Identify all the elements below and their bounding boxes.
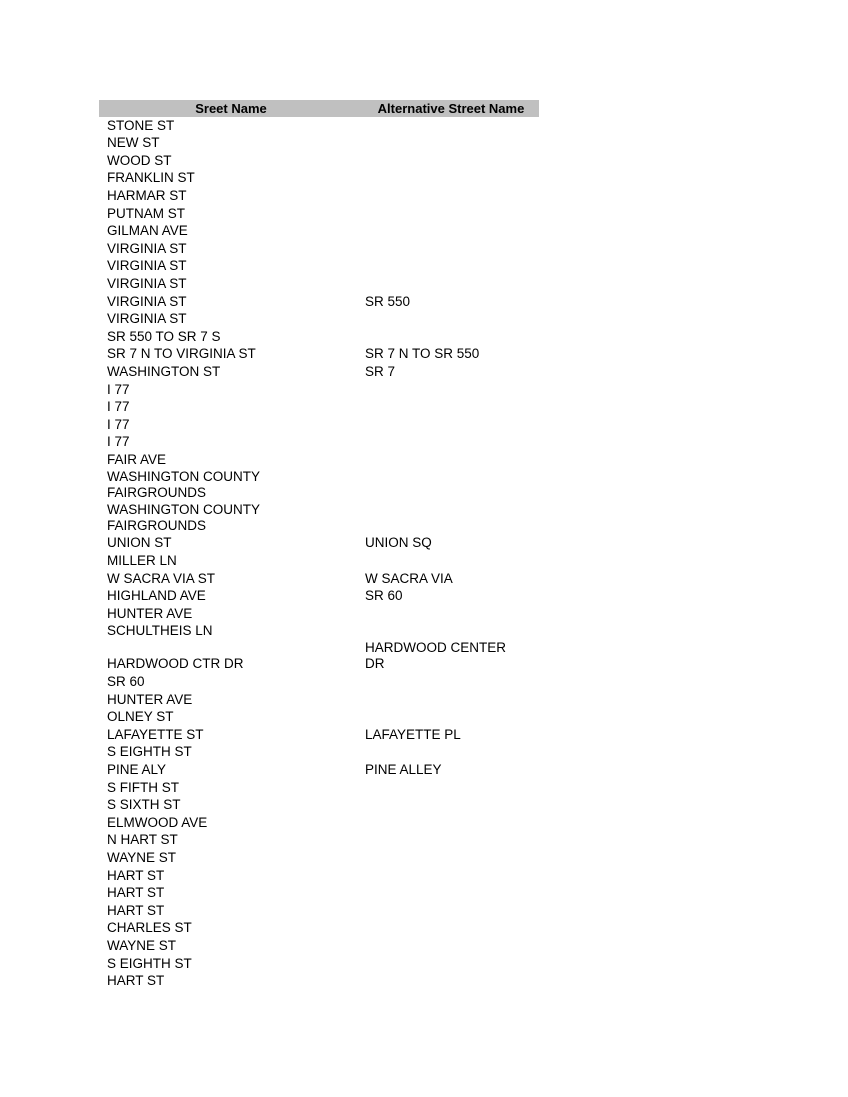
alternative-street-name-cell xyxy=(365,884,539,885)
table-row xyxy=(99,135,539,153)
table-row xyxy=(99,223,539,241)
street-name-cell: I 77 xyxy=(107,399,130,415)
table-row xyxy=(99,832,539,850)
alternative-street-name-cell xyxy=(365,901,539,902)
street-name-cell: SR 7 N TO VIRGINIA ST xyxy=(107,346,256,362)
street-name-cell: I 77 xyxy=(107,416,130,432)
table-row xyxy=(99,258,539,276)
alternative-street-name-cell xyxy=(365,936,539,937)
table-header xyxy=(99,100,539,117)
alternative-street-name-cell xyxy=(365,151,539,152)
alternative-street-name-cell xyxy=(365,415,539,416)
table-row xyxy=(99,152,539,170)
table-row xyxy=(99,502,539,535)
table-row xyxy=(99,761,539,779)
alternative-street-name-cell: SR 60 xyxy=(365,588,403,604)
street-name-column-header: Sreet Name xyxy=(195,101,267,116)
alternative-street-name-cell: UNION SQ xyxy=(365,535,432,551)
table-row xyxy=(99,293,539,311)
table-row xyxy=(99,744,539,762)
table-body xyxy=(99,117,539,990)
table-row xyxy=(99,535,539,553)
street-name-cell: FRANKLIN ST xyxy=(107,170,195,186)
table-row xyxy=(99,240,539,258)
table-row xyxy=(99,381,539,399)
alternative-street-name-cell xyxy=(365,831,539,832)
table-row xyxy=(99,797,539,815)
street-name-cell: HART ST xyxy=(107,867,165,883)
street-name-cell: S EIGHTH ST xyxy=(107,744,192,760)
street-name-cell: HART ST xyxy=(107,902,165,918)
table-row xyxy=(99,867,539,885)
table-row xyxy=(99,623,539,641)
alternative-street-name-cell xyxy=(365,954,539,955)
table-row xyxy=(99,328,539,346)
alternative-street-name-cell xyxy=(365,257,539,258)
street-name-cell: CHARLES ST xyxy=(107,920,192,936)
street-name-cell: WASHINGTON COUNTY FAIRGROUNDS xyxy=(107,468,261,500)
street-name-cell: OLNEY ST xyxy=(107,709,174,725)
alternative-street-name-cell xyxy=(365,796,539,797)
alternative-street-name-cell xyxy=(365,989,539,990)
table-row xyxy=(99,469,539,502)
table-row xyxy=(99,399,539,417)
alternative-street-name-cell xyxy=(365,690,539,691)
street-name-cell: GILMAN AVE xyxy=(107,223,188,239)
street-name-cell: I 77 xyxy=(107,434,130,450)
street-name-cell: S SIXTH ST xyxy=(107,797,181,813)
street-name-cell: HART ST xyxy=(107,973,165,989)
street-name-cell: SCHULTHEIS LN xyxy=(107,623,213,639)
alternative-street-name-cell xyxy=(365,398,539,399)
alternative-street-name-column-header: Alternative Street Name xyxy=(377,101,525,116)
table-row xyxy=(99,973,539,991)
table-row xyxy=(99,605,539,623)
alternative-street-name-cell xyxy=(365,274,539,275)
alternative-street-name-cell xyxy=(365,848,539,849)
alternative-street-name-cell xyxy=(365,239,539,240)
table-row xyxy=(99,117,539,135)
street-name-cell: MILLER LN xyxy=(107,553,177,569)
table-row xyxy=(99,955,539,973)
alternative-street-name-cell xyxy=(365,186,539,187)
table-row xyxy=(99,363,539,381)
street-name-cell: WOOD ST xyxy=(107,152,172,168)
table-row xyxy=(99,275,539,293)
street-name-cell: VIRGINIA ST xyxy=(107,293,187,309)
table-row xyxy=(99,416,539,434)
street-name-cell: WAYNE ST xyxy=(107,937,177,953)
table-row xyxy=(99,673,539,691)
table-row xyxy=(99,814,539,832)
table-row xyxy=(99,205,539,223)
street-name-cell: HARMAR ST xyxy=(107,187,187,203)
table-row xyxy=(99,170,539,188)
alternative-street-name-cell xyxy=(365,204,539,205)
alternative-street-name-cell: SR 550 xyxy=(365,293,411,309)
alternative-street-name-cell xyxy=(365,450,539,451)
street-name-cell: UNION ST xyxy=(107,535,172,551)
street-name-cell: VIRGINIA ST xyxy=(107,275,187,291)
alternative-street-name-cell xyxy=(365,222,539,223)
street-name-cell: FAIR AVE xyxy=(107,451,167,467)
street-name-cell: PINE ALY xyxy=(107,762,167,777)
alternative-street-name-cell xyxy=(365,972,539,973)
alternative-street-name-cell: HARDWOOD CENTER DR xyxy=(365,640,506,672)
table-row xyxy=(99,885,539,903)
street-name-cell: WAYNE ST xyxy=(107,849,177,865)
table-row xyxy=(99,920,539,938)
street-name-cell: WASHINGTON ST xyxy=(107,363,221,379)
alternative-street-name-cell xyxy=(365,169,539,170)
table-row xyxy=(99,187,539,205)
table-row xyxy=(99,434,539,452)
street-name-cell: HIGHLAND AVE xyxy=(107,588,206,604)
street-name-cell: VIRGINIA ST xyxy=(107,258,187,274)
street-name-cell: I 77 xyxy=(107,381,130,397)
table-row xyxy=(99,779,539,797)
table-row xyxy=(99,849,539,867)
alternative-street-name-cell xyxy=(365,468,539,469)
table-row xyxy=(99,691,539,709)
street-name-cell: HART ST xyxy=(107,885,165,901)
street-name-cell: LAFAYETTE ST xyxy=(107,726,204,742)
street-name-cell: SR 60 xyxy=(107,674,145,690)
street-name-cell: WASHINGTON COUNTY FAIRGROUNDS xyxy=(107,501,261,533)
alternative-street-name-cell: SR 7 N TO SR 550 xyxy=(365,346,480,362)
alternative-street-name-cell: SR 7 xyxy=(365,363,396,379)
street-name-cell: PUTNAM ST xyxy=(107,205,186,221)
table-row xyxy=(99,570,539,588)
alternative-street-name-cell: LAFAYETTE PL xyxy=(365,726,461,742)
street-name-cell: STONE ST xyxy=(107,117,175,133)
street-name-cell: NEW ST xyxy=(107,135,160,151)
street-name-cell: W SACRA VIA ST xyxy=(107,570,216,586)
street-name-cell: HUNTER AVE xyxy=(107,605,193,621)
alternative-street-name-cell xyxy=(365,327,539,328)
table-row xyxy=(99,451,539,469)
street-name-cell: VIRGINIA ST xyxy=(107,311,187,327)
table-row xyxy=(99,640,539,673)
alternative-street-name-cell xyxy=(365,919,539,920)
alternative-street-name-cell xyxy=(365,813,539,814)
table-row xyxy=(99,902,539,920)
table-row xyxy=(99,552,539,570)
street-name-table xyxy=(99,100,539,990)
street-name-cell: HUNTER AVE xyxy=(107,691,193,707)
table-row xyxy=(99,709,539,727)
table-row xyxy=(99,726,539,744)
street-name-cell: VIRGINIA ST xyxy=(107,240,187,256)
alternative-street-name-cell xyxy=(365,622,539,623)
alternative-street-name-cell xyxy=(365,708,539,709)
alternative-street-name-cell xyxy=(365,866,539,867)
street-name-cell: S EIGHTH ST xyxy=(107,955,192,971)
table-row xyxy=(99,346,539,364)
street-name-cell: S FIFTH ST xyxy=(107,779,179,795)
alternative-street-name-cell: PINE ALLEY xyxy=(365,762,442,777)
table-row xyxy=(99,588,539,606)
alternative-street-name-cell xyxy=(365,134,539,135)
table-row xyxy=(99,937,539,955)
table-row xyxy=(99,311,539,329)
alternative-street-name-cell: W SACRA VIA xyxy=(365,570,453,586)
street-name-cell: HARDWOOD CTR DR xyxy=(107,656,244,672)
street-name-cell: N HART ST xyxy=(107,832,178,848)
alternative-street-name-cell xyxy=(365,433,539,434)
street-name-cell: SR 550 TO SR 7 S xyxy=(107,328,221,344)
street-name-cell: ELMWOOD AVE xyxy=(107,814,208,830)
alternative-street-name-cell xyxy=(365,501,539,502)
